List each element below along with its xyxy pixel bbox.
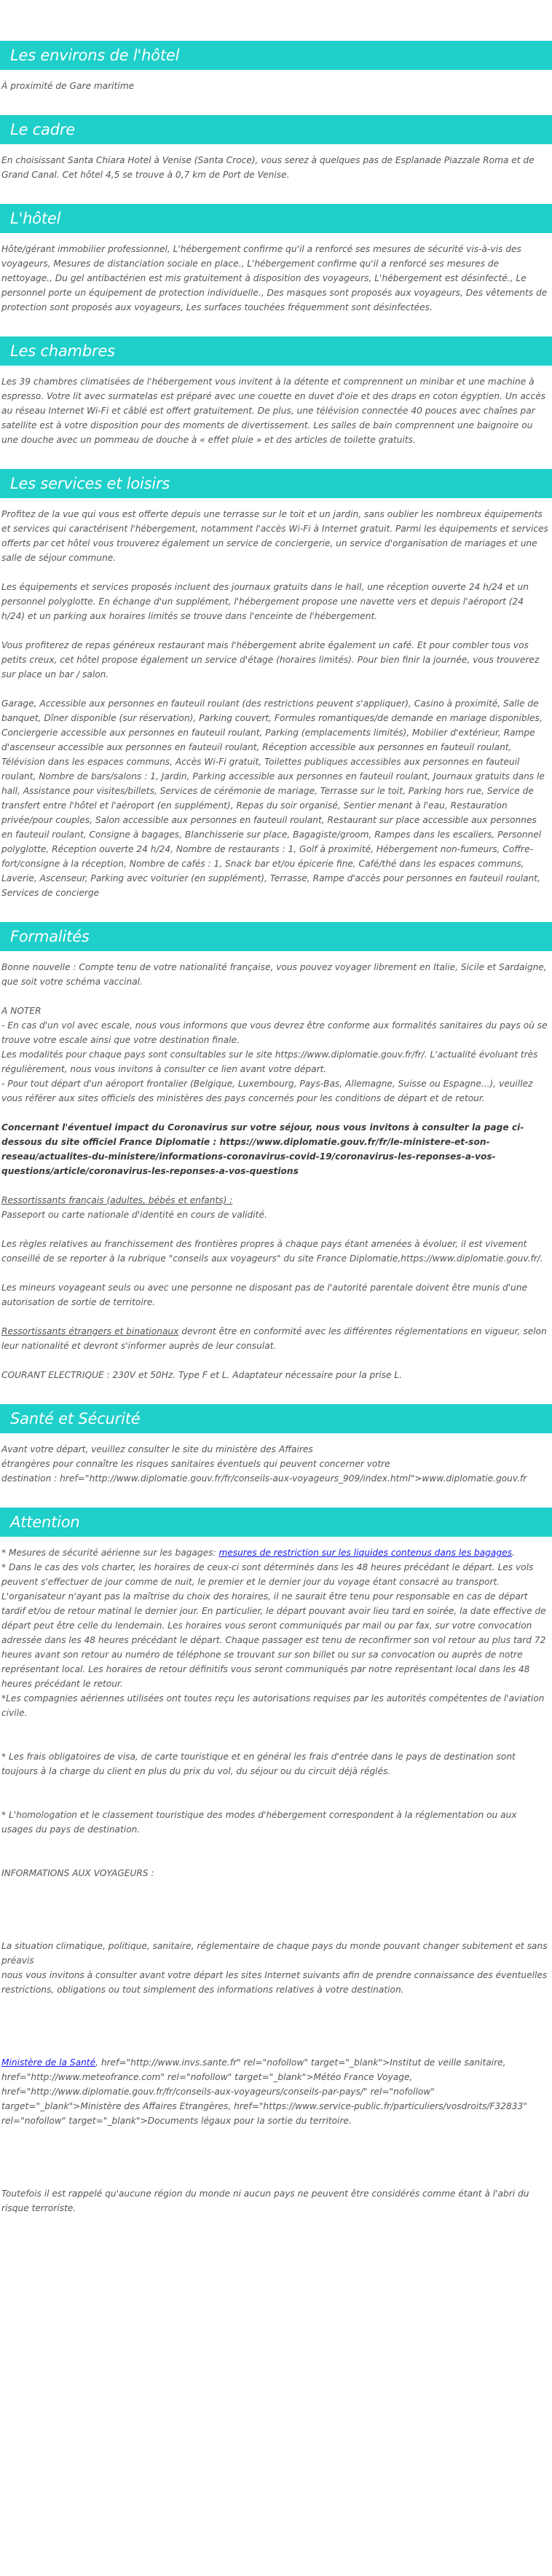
- notice-line: Les modalités pour chaque pays sont consultables sur le site https://www.diplomatie.gouv.fr/fr/. L'actualité évoluant très régulièrement, nous vous invitons à consulter ce lien avant votre départ.: [1, 1049, 538, 1074]
- section-title: L'hôtel: [0, 204, 552, 233]
- services-paragraph: Vous profiterez de repas généreux restaurant mais l'hébergement abrite également un café. Et pour combler tous vos petits creux, cet hôtel propose également un service d'étage (horaires limités). Pour bien finir la journée, vous trouverez sur place un bar / salon.: [1, 640, 540, 680]
- section-title: Les chambres: [0, 336, 552, 366]
- section-sante: [0, 1404, 552, 1486]
- sante-line: étrangères pour connaître les risques sanitaires éventuels qui peuvent concerner votre: [1, 1459, 390, 1469]
- notice-line: - Pour tout départ d'un aéroport frontalier (Belgique, Luxembourg, Pays-Bas, Allemagne, Suisse ou Espagne...), veuillez vous référer aux sites officiels des ministères des pays concernés pour les conditions de départ et de retour.: [1, 1079, 533, 1103]
- spacer: [1, 2012, 549, 2055]
- baggage-security-end: .: [511, 1548, 515, 1558]
- situation-text: La situation climatique, politique, sanitaire, réglementaire de chaque pays du monde pouvant changer subitement et sans préavis nous vous invitons à consulter avant votre départ les sites Internet suivants afin de prendre connaissance des éventuelles restrictions, obligations ou tout simplement des informations relatives à votre destination.: [1, 1941, 548, 1995]
- sante-line: Avant votre départ, veuillez consulter le site du ministère des Affaires: [1, 1444, 313, 1454]
- section-content: [0, 374, 552, 447]
- fees-text: * Les frais obligatoires de visa, de carte touristique et en général les frais d'entrée dans le pays de destination sont toujours à la charge du client en plus du prix du vol, du séjour ou du circuit déjà réglés.: [1, 1752, 516, 1776]
- cadre-text: En choisissant Santa Chiara Hotel à Venise (Santa Croce), vous serez à quelques pas de Esplanade Piazzale Roma et de Grand Canal. Cet hôtel 4,5 se trouve à 0,7 km de Port de Venise.: [1, 155, 535, 180]
- minors-text: Les mineurs voyageant seuls ou avec une personne ne disposant pas de l'autorité parentale doivent être munis d'une autorisation de sortie de territoire.: [1, 1283, 528, 1307]
- liquid-restriction-link[interactable]: mesures de restriction sur les liquides contenus dans les bagages: [218, 1548, 512, 1558]
- section-title: Le cadre: [0, 115, 552, 144]
- notice-title: A NOTER: [1, 1006, 42, 1016]
- section-title: Les services et loisirs: [0, 469, 552, 498]
- section-content: [0, 79, 552, 93]
- homologation-text: * L'homologation et le classement touristique des modes d'hébergement correspondent à la réglementation ou aux usages du pays de destination.: [1, 1810, 517, 1835]
- spacer: [1, 1793, 549, 1808]
- spacer: [1, 1735, 549, 1749]
- french-nationals-text: Passeport ou carte nationale d'identité en cours de validité.: [1, 1210, 267, 1220]
- airline-companies-text: *Les compagnies aériennes utilisées ont toutes reçu les autorisations requises par les autorités compétentes de l'aviation civile.: [1, 1693, 545, 1718]
- section-title: Formalités: [0, 922, 552, 951]
- section-content: [0, 242, 552, 315]
- spacer: [1, 1851, 549, 1866]
- section-cadre: [0, 115, 552, 182]
- section-chambres: [0, 336, 552, 447]
- section-content: [0, 507, 552, 900]
- page: [0, 41, 552, 2215]
- services-paragraph: Les équipements et services proposés incluent des journaux gratuits dans le hall, une réception ouverte 24 h/24 et un personnel polyglotte. En échange d'un supplément, l'hébergement propose une navette vers et depuis l'aéroport (24 h/24) et un parking aux horaires limités se trouve dans l'enceinte de l'hébergement.: [1, 582, 529, 621]
- chambres-text: Les 39 chambres climatisées de l'hébergement vous invitent à la détente et comprennent un minibar et une machine à espresso. Votre lit avec surmatelas est préparé avec une couette en duvet d'oie et des draps en coton égyptien. Un accès au réseau Internet Wi-Fi et câblé est offert gratuitement. De plus, une télévision connectée 40 pouces avec chaînes par satellite est à votre disposition pour des moments de divertissement. Les salles de bain comprennent une baignoire ou une douche avec un pommeau de douche à « effet pluie » et des articles de toilette gratuits.: [1, 377, 546, 445]
- formalites-intro: Bonne nouvelle : Compte tenu de votre nationalité française, vous pouvez voyager librement en Italie, Sicile et Sardaigne, que soit votre schéma vaccinal.: [1, 962, 547, 987]
- terrorism-notice: Toutefois il est rappelé qu'aucune région du monde ni aucun pays ne peuvent être considérés comme étant à l'abri du risque terroriste.: [1, 2189, 529, 2213]
- foreign-nationals: [1, 1324, 549, 1353]
- baggage-security-text: * Mesures de sécurité aérienne sur les bagages:: [1, 1548, 219, 1558]
- services-paragraph: Profitez de la vue qui vous est offerte depuis une terrasse sur le toit et un jardin, sans oublier les nombreux équipements et services qui caractérisent l'hébergement, notamment l'accès Wi-Fi à Internet gratuit. Parmi les équipements et services offerts par cet hôtel vous trouverez également un service de conciergerie, un service d'organisation de mariages et une salle de séjour commune.: [1, 509, 548, 563]
- section-content: [0, 1545, 552, 2215]
- section-title: Santé et Sécurité: [0, 1404, 552, 1433]
- section-content: [0, 1442, 552, 1486]
- section-title: Attention: [0, 1508, 552, 1537]
- section-formalites: [0, 922, 552, 1382]
- section-services: [0, 469, 552, 900]
- spacer: [1, 1895, 549, 1939]
- section-content: [0, 960, 552, 1382]
- foreign-nationals-text: devront être en conformité avec les différentes réglementations en vigueur, selon leur nationalité et devront s'informer auprès de leur consulat.: [1, 1326, 547, 1351]
- official-links-text: , href="http://www.invs.sante.fr" rel="nofollow" target="_blank">Institut de veille sanitaire, href="http://www.meteofrance.com" rel="nofollow" target="_blank">Météo France Voyage, href="http://www.diplomatie.gouv.fr/fr/conseils-aux-voyageurs/conseils-par-pays/" rel="nofollow" target="_blank">Ministère des Affaires Etrangères, href="https://www.service-public.fr/particuliers/vosdroits/F32833" rel="nofollow" target="_blank">Documents légaux pour la sortie du territoire.: [1, 2057, 527, 2126]
- baggage-security: [1, 1545, 549, 1560]
- border-rules-text: Les règles relatives au franchissement des frontières propres à chaque pays étant amenées à évoluer, il est vivement conseillé de se reporter à la rubrique "conseils aux voyageurs" du site France Diplomatie,https://www.diplomatie.gouv.fr/.: [1, 1239, 543, 1264]
- french-nationals-title: Ressortissants français (adultes, bébés et enfants) :: [1, 1195, 233, 1205]
- ministry-health-link[interactable]: Ministère de la Santé: [1, 2057, 96, 2068]
- services-amenities-list: Garage, Accessible aux personnes en fauteuil roulant (des restrictions peuvent s'appliquer), Casino à proximité, Salle de banquet, Dîner disponible (sur réservation), Parking couvert, Formules romantiques/de demande en mariage disponibles, Conciergerie accessible aux personnes en fauteuil roulant, Parking (emplacements limités), Mobilier d'extérieur, Rampe d'ascenseur accessible aux personnes en fauteuil roulant, Réception accessible aux personnes en fauteuil roulant, Télévision dans les espaces communs, Accès Wi-Fi gratuit, Toilettes publiques accessibles aux personnes en fauteuil roulant, Nombre de bars/salons : 1, Jardin, Parking accessible aux personnes en fauteuil roulant, Journaux gratuits dans le hall, Assistance pour visites/billets, Services de cérémonie de mariage, Terrasse sur le toit, Parking hors rue, Service de transfert entre l'hôtel et l'aéroport (en supplément), Repas du soir organisé, Sentier menant à l'eau, Restauration privée/pour couples, Salon accessible aux personnes en fauteuil roulant, Restaurant sur place accessible aux personnes en fauteuil roulant, Consigne à bagages, Blanchisserie sur place, Bagagiste/groom, Rampes dans les escaliers, Personnel polyglotte, Réception ouverte 24 h/24, Nombre de restaurants : 1, Golf à proximité, Hébergement non-fumeurs, Coffre-fort/consigne à la réception, Nombre de cafés : 1, Snack bar et/ou épicerie fine, Café/thé dans les espaces communs, Laverie, Ascenseur, Parking avec voiturier (en supplément), Terrasse, Rampe d'accès pour personnes en fauteuil roulant, Services de concierge: [1, 698, 545, 898]
- official-links: [1, 2055, 549, 2128]
- section-title: Les environs de l'hôtel: [0, 41, 552, 70]
- spacer: [1, 2143, 549, 2186]
- section-attention: [0, 1508, 552, 2215]
- environs-text: À proximité de Gare maritime: [1, 81, 135, 91]
- section-hotel: [0, 204, 552, 315]
- charter-schedule-text: * Dans le cas des vols charter, les horaires de ceux-ci sont déterminés dans les 48 heures précédant le départ. Les vols peuvent s'effectuer de jour comme de nuit, le premier et le dernier jour du voyage étant consacré au transport. L'organisateur n'ayant pas la maîtrise du choix des horaires, il ne saurait être tenu pour responsable en cas de départ tardif et/ou de retour matinal le dernier jour. En particulier, le départ pouvant avoir lieu tard en soirée, la date effective de départ peut être celle du lendemain. Les horaires vous seront communiqués par mail ou par fax, sur votre convocation adressée dans les 48 heures précédant le départ. Chaque passager est tenu de reconfirmer son vol retour au plus tard 72 heures avant son retour au numéro de téléphone se trouvant sur son billet ou sur sa convocation ou auprès de notre représentant local. Les horaires de retour définitifs vous seront communiqués par notre représentant local dans les 48 heures précédant le retour.: [1, 1562, 546, 1689]
- electric-current-text: COURANT ELECTRIQUE : 230V et 50Hz. Type F et L. Adaptateur nécessaire pour la prise L.: [1, 1370, 403, 1380]
- section-environs: [0, 41, 552, 93]
- covid-notice: Concernant l'éventuel impact du Coronavirus sur votre séjour, nous vous invitons à consulter la page ci-dessous du site officiel France Diplomatie : https://www.diplomatie.gouv.fr/fr/le-ministere-et-son-reseau/actualites-du-ministere/informations-coronavirus-covid-19/coronavirus-les-reponses-a-vos-questions/article/coronavirus-les-reponses-a-vos-questions: [1, 1122, 524, 1176]
- foreign-nationals-title: Ressortissants étrangers et binationaux: [1, 1326, 179, 1336]
- travel-info-title: INFORMATIONS AUX VOYAGEURS :: [1, 1868, 154, 1878]
- section-content: [0, 153, 552, 182]
- hotel-text: Hôte/gérant immobilier professionnel, L'hébergement confirme qu'il a renforcé ses mesures de sécurité vis-à-vis des voyageurs, Mesures de distanciation sociale en place., L'hébergement confirme qu'il a renforcé ses mesures de nettoyage., Du gel antibactérien est mis gratuitement à disposition des voyageurs, L'hébergement est désinfecté., Le personnel porte un équipement de protection individuelle., Des masques sont proposés aux voyageurs, Des vêtements de protection sont proposés aux voyageurs, Les surfaces touchées fréquemment sont désinfectées.: [1, 244, 548, 312]
- sante-line: destination : href="http://www.diplomatie.gouv.fr/fr/conseils-aux-voyageurs_909/index.html">www.diplomatie.gouv.fr: [1, 1473, 527, 1484]
- notice-line: - En cas d'un vol avec escale, nous vous informons que vous devrez être conforme aux formalités sanitaires du pays où se trouve votre escale ainsi que votre destination finale.: [1, 1020, 548, 1045]
